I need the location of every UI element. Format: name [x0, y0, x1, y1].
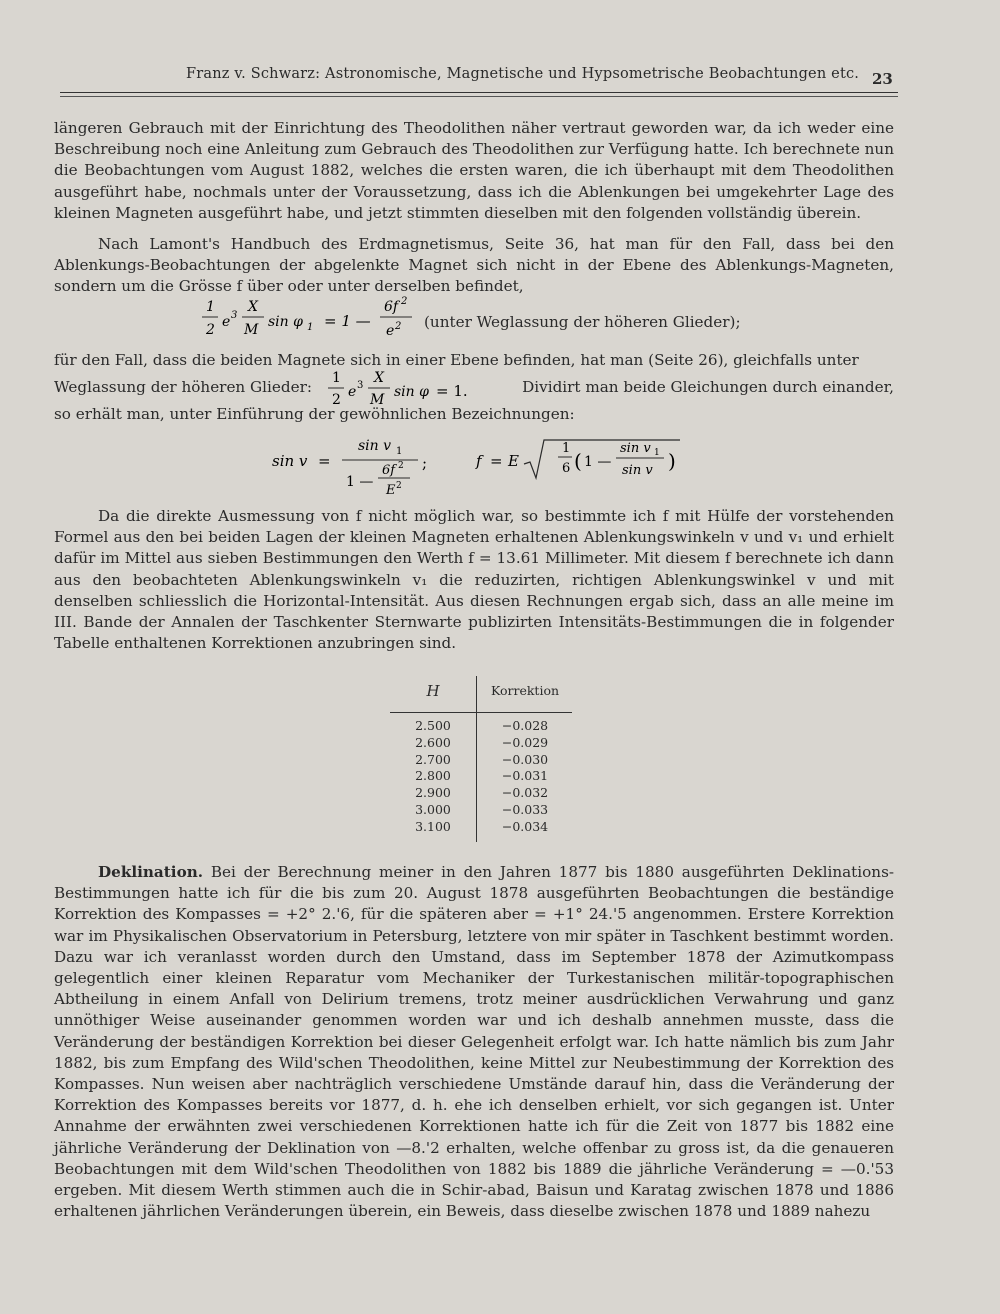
paragraph-4: Da die direkte Ausmessung von f nicht möglich war, so bestimmte ich f mit Hülfe der vorstehenden Formel aus den bei beiden Lagen der kleinen Magneten erhaltenen Ablenkungswinkeln v und v₁ und erhielt dafür im Mittel aus sieben Bestimmungen den Werth f = 13.61 Millimeter. Mit diesem f berechnete ich dann aus den beobachteten Ablenkungswinkeln v₁ die reduzirten, richtigen Ablenkungswinkel v und mit denselben schliesslich die Horizontal-Intensität. Aus diesen Rechnungen ergab sich, dass an alle meine im III. Bande der Annalen der Taschkenter Sternwarte publizirten Intensitäts-Bestimmungen die in folgender Tabelle enthaltenen Korrektionen anzubringen sind. — [54, 507, 894, 653]
svg-text:6f: 6f — [382, 463, 396, 478]
page-number: 23 — [872, 70, 893, 88]
paragraph-1: längeren Gebrauch mit der Einrichtung des Theodolithen näher vertraut geworden war, da ich weder eine Beschreibung noch eine Anleitung zum Gebrauch des Theodolithen zur Verfügung hatte. Ich berechnete nun die Beobachtungen vom August 1882, welches die ersten waren, die ich überhaupt mit dem Theodolithen ausgeführt habe, nochmals unter der Voraussetzung, dass ich die Ablenkungen bei umgekehrter Lage des kleinen Magneten ausgeführt habe, und jetzt stimmten dieselben mit den folgenden vollständig überein. — [54, 119, 894, 222]
svg-text:sin v: sin v — [358, 438, 392, 454]
svg-text:e: e — [386, 323, 395, 339]
svg-text:3: 3 — [357, 380, 364, 391]
equation-1 — [200, 296, 780, 344]
svg-text:3: 3 — [231, 310, 238, 321]
table-header-korrektion: Korrektion — [490, 683, 560, 698]
svg-text:2: 2 — [398, 461, 404, 471]
table-header-rule — [390, 712, 572, 713]
table-cell-korrektion: −0.030 — [501, 751, 549, 767]
svg-text:=: = — [318, 452, 331, 470]
svg-text:1: 1 — [307, 322, 314, 333]
svg-text:1: 1 — [206, 299, 215, 315]
equation-2-line — [54, 370, 894, 408]
svg-text:= 1 —: = 1 — — [324, 312, 371, 330]
svg-text:1: 1 — [562, 441, 571, 456]
svg-text:E: E — [386, 483, 396, 498]
svg-text:2: 2 — [396, 481, 402, 491]
header-rule — [60, 92, 898, 93]
table-cell-h: 3.000 — [415, 801, 451, 817]
table-cell-korrektion: −0.032 — [501, 785, 549, 801]
svg-text:sin v: sin v — [272, 452, 308, 470]
section-heading-deklination: Deklination. — [98, 863, 204, 881]
running-header — [0, 66, 1000, 90]
header-rule-thin — [60, 96, 898, 97]
equation-2-lead-text: Weglassung der höheren Glieder: — [54, 378, 312, 396]
svg-text:e: e — [222, 314, 231, 330]
svg-text:= 1.: = 1. — [436, 382, 468, 400]
svg-text:sin v: sin v — [620, 441, 651, 456]
equation-3-formula — [270, 434, 730, 504]
table-cell-korrektion: −0.029 — [501, 734, 549, 750]
paragraph-5-text: Bei der Berechnung meiner in den Jahren 1877 bis 1880 ausgeführten Deklinations-Bestimmungen hatte ich für die bis zum 20. August 1878 ausgeführten Beobachtungen die beständige Korrektion des Kompasses = +2° 2.'6, für die späteren aber = +1° 24.'5 angenommen. Erstere Korrektion war im Physikalischen Observatorium in Petersburg, letztere von mir später in Taschkent bestimmt worden. Dazu war ich veranlasst worden durch den Umstand, dass im September 1878 der Azimutkompass gelegentlich einer kleinen Reparatur vom Mechaniker der Turkestanischen militär-topographischen Abtheilung in einem Anfall von Delirium tremens, trotz meiner ausdrücklichen Verwahrung und ganz unnöthiger Weise auseinander genommen worden war und ich deshalb annehmen musste, dass die Veränderung der beständigen Korrektion bei dieser Gelegenheit erfolgt war. Ich hatte nämlich bis zum Jahr 1882, bis zum Empfang des Wild'schen Theodolithen, keine Mittel zur Neubestimmung der Korrektion des Kompasses. Nun weisen aber nachträglich verschiedene Umstände darauf hin, dass die Veränderung der Korrektion des Kompasses bereits vor 1877, d. h. ehe ich denselben erhielt, vor sich gegangen ist. Unter Annahme der erwähnten zwei verschiedenen Korrektionen hatte ich für die Zeit von 1877 bis 1882 eine jährliche Veränderung der Deklination von —8.'2 erhalten, welche offenbar zu gross ist, da die genaueren Beobachtungen mit dem Wild'schen Theodolithen von 1882 bis 1889 die jährliche Veränderung = —0.'53 ergeben. Mit diesem Werth stimmen auch die in Schir-abad, Baisun und Karatag zwischen 1878 und 1886 erhaltenen jährlichen Veränderungen überein, ein Beweis, dass dieselbe zwischen 1878 und 1889 nahezu — [54, 863, 894, 1221]
svg-text:1: 1 — [654, 448, 660, 458]
svg-text:e: e — [348, 384, 357, 400]
table-cell-h: 2.600 — [415, 734, 451, 750]
svg-text:2: 2 — [401, 296, 408, 307]
svg-text:f: f — [476, 452, 482, 470]
svg-text:;: ; — [422, 454, 428, 472]
table-cell-korrektion: −0.034 — [501, 818, 549, 834]
svg-text:M: M — [244, 322, 259, 338]
svg-text:M: M — [370, 392, 385, 408]
svg-text:sin v: sin v — [622, 463, 653, 478]
table-row — [390, 718, 572, 735]
svg-text:2: 2 — [332, 392, 341, 408]
svg-text:=: = — [490, 452, 503, 470]
paragraph-3: für den Fall, dass die beiden Magnete sich in einer Ebene befinden, hat man (Seite 26), gleichfalls unter — [54, 351, 859, 369]
equation-2-trail-text: Dividirt man beide Gleichungen durch einander, — [522, 378, 894, 396]
svg-text:2: 2 — [206, 322, 215, 338]
paragraph-2: Nach Lamont's Handbuch des Erdmagnetismus, Seite 36, hat man für den Fall, dass bei den Ablenkungs-Beobachtungen der abgelenkte Magnet sich nicht in der Ebene des Ablenkungs-Magneten, sondern um die Grösse f über oder unter derselben befindet, — [54, 235, 894, 296]
table-cell-h: 2.700 — [415, 751, 451, 767]
table-row — [390, 768, 572, 785]
svg-text:1: 1 — [332, 370, 341, 386]
svg-text:): ) — [668, 449, 676, 473]
table-header-h: H — [426, 682, 440, 700]
table-row — [390, 802, 572, 819]
svg-text:6f: 6f — [384, 299, 399, 315]
table-cell-korrektion: −0.031 — [501, 768, 549, 784]
table-body — [390, 718, 572, 836]
paragraph-3c: so erhält man, unter Einführung der gewöhnlichen Bezeichnungen: — [54, 405, 575, 423]
svg-text:1 —: 1 — — [584, 454, 612, 470]
table-cell-korrektion: −0.033 — [501, 801, 549, 817]
table-cell-h: 2.500 — [415, 718, 451, 733]
equation-2-formula — [326, 368, 496, 408]
svg-text:2: 2 — [395, 321, 402, 332]
svg-text:X: X — [248, 299, 258, 315]
svg-text:sin φ: sin φ — [394, 384, 429, 400]
table-row — [390, 752, 572, 769]
table-row — [390, 819, 572, 836]
equation-1-note: (unter Weglassung der höheren Glieder); — [424, 313, 741, 331]
svg-text:sin φ: sin φ — [268, 314, 303, 330]
svg-text:1: 1 — [396, 446, 403, 457]
svg-text:X: X — [374, 370, 384, 386]
svg-text:(: ( — [574, 449, 582, 473]
table-header — [390, 676, 572, 712]
table-row — [390, 785, 572, 802]
table-row — [390, 735, 572, 752]
table-cell-h: 3.100 — [415, 818, 451, 834]
svg-text:6: 6 — [562, 461, 571, 476]
paragraph-5 — [54, 862, 894, 1222]
table-cell-h: 2.900 — [415, 785, 451, 801]
table-cell-korrektion: −0.028 — [501, 718, 549, 733]
svg-text:1 —: 1 — — [346, 474, 374, 490]
running-title: Franz v. Schwarz: Astronomische, Magnetische und Hypsometrische Beobachtungen etc. — [186, 66, 860, 82]
table-cell-h: 2.800 — [415, 768, 451, 784]
correction-table — [390, 676, 572, 834]
svg-text:E: E — [508, 452, 519, 470]
